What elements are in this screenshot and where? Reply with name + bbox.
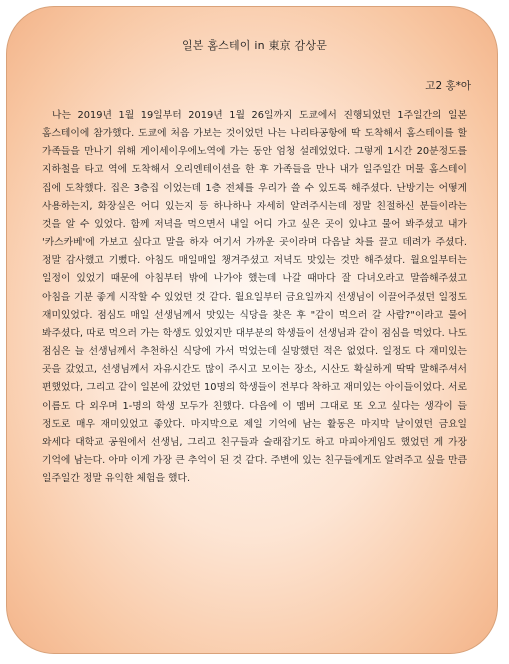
essay-author: 고2 홍*아	[425, 80, 471, 92]
essay-title: 일본 홈스테이 in 東京 감상문	[181, 39, 328, 52]
essay-body: 나는 2019년 1월 19일부터 2019년 1월 26일까지 도쿄에서 진행되었던 1주일간의 일본 홈스테이에 참가했다. 도쿄에 처음 가보는 것이었던 나는 나리타공항에 딱 도착해서 홈스테이를 할 가족들을 만나기 위해 게이세이우에노역에 가는 동안 엄청 설레었었다. 그렇게 1시간 20분정도를 지하철을 타고 역에 도착해서 오리엔테이션을 한 후 가족들을 만나 내가 일주일간 머물 홈스테이 집에 도착했다. 집은 3층집 이었는데 1층 전체를 우리가 쓸 수 있도록 해주셨다. 난방기는 어떻게 사용하는지, 화장실은 어디 있는지 등 하나하나 자세히 알려주시는데 정말 친절하신 분들이라는 것을 알 수 있었다. 함께 저녁을 먹으면서 내일 어디 가고 싶은 곳이 있냐고 물어 봐주셨고 내가 '카스카베'에 가보고 싶다고 말을 하자 여기서 가까운 곳이라며 다음날 차를 끌고 데려가 주셨다. 정말 감사했고 기뻤다. 아침도 매일매일 챙겨주셨고 저녁도 맛있는 것만 해주셨다. 월요일부터는 일정이 있었기 때문에 아침부터 밖에 나가야 했는데 나갈 때마다 잘 다녀오라고 말씀해주셨고 아침을 기분 좋게 시작할 수 있었던 것 같다. 월요일부터 금요일까지 선생님이 이끌어주셨던 일정도 재미있었다. 점심도 매일 선생님께서 맛있는 식당을 찾은 후 "같이 먹으러 갈 사람?"이라고 물어 봐주셨다, 따로 먹으러 가는 학생도 있었지만 대부분의 학생들이 선생님과 같이 점심을 먹었다. 나도 점심은 늘 선생님께서 추천하신 식당에 가서 먹었는데 실망했던 적은 없었다. 일정도 다 재미있는 곳을 갔었고, 선생님께서 자유시간도 많이 주시고 모이는 장소, 시산도 확실하게 딱딱 말해주셔서 편했었다, 그리고 같이 일본에 갔었던 10명의 학생들이 전부다 착하고 재미있는 아이들이었다. 서로 이름도 다 외우며 1-명의 학생 모두가 친했다. 다음에 이 멤버 그대로 또 오고 싶다는 생각이 들 정도로 매우 재미있었고 좋았다. 마지막으로 제일 기억에 남는 활동은 마지막 날이였던 금요일 와세다 대학교 공원에서 선생님, 그리고 친구들과 술래잡기도 하고 마피아게임도 했었던 게 가장 기억에 남는다. 아마 이게 가장 큰 추억이 된 것 같다. 주변에 있는 친구들에게도 알려주고 싶을 만큼 일주일간 정말 유익한 체험을 했다.	[42, 110, 467, 485]
